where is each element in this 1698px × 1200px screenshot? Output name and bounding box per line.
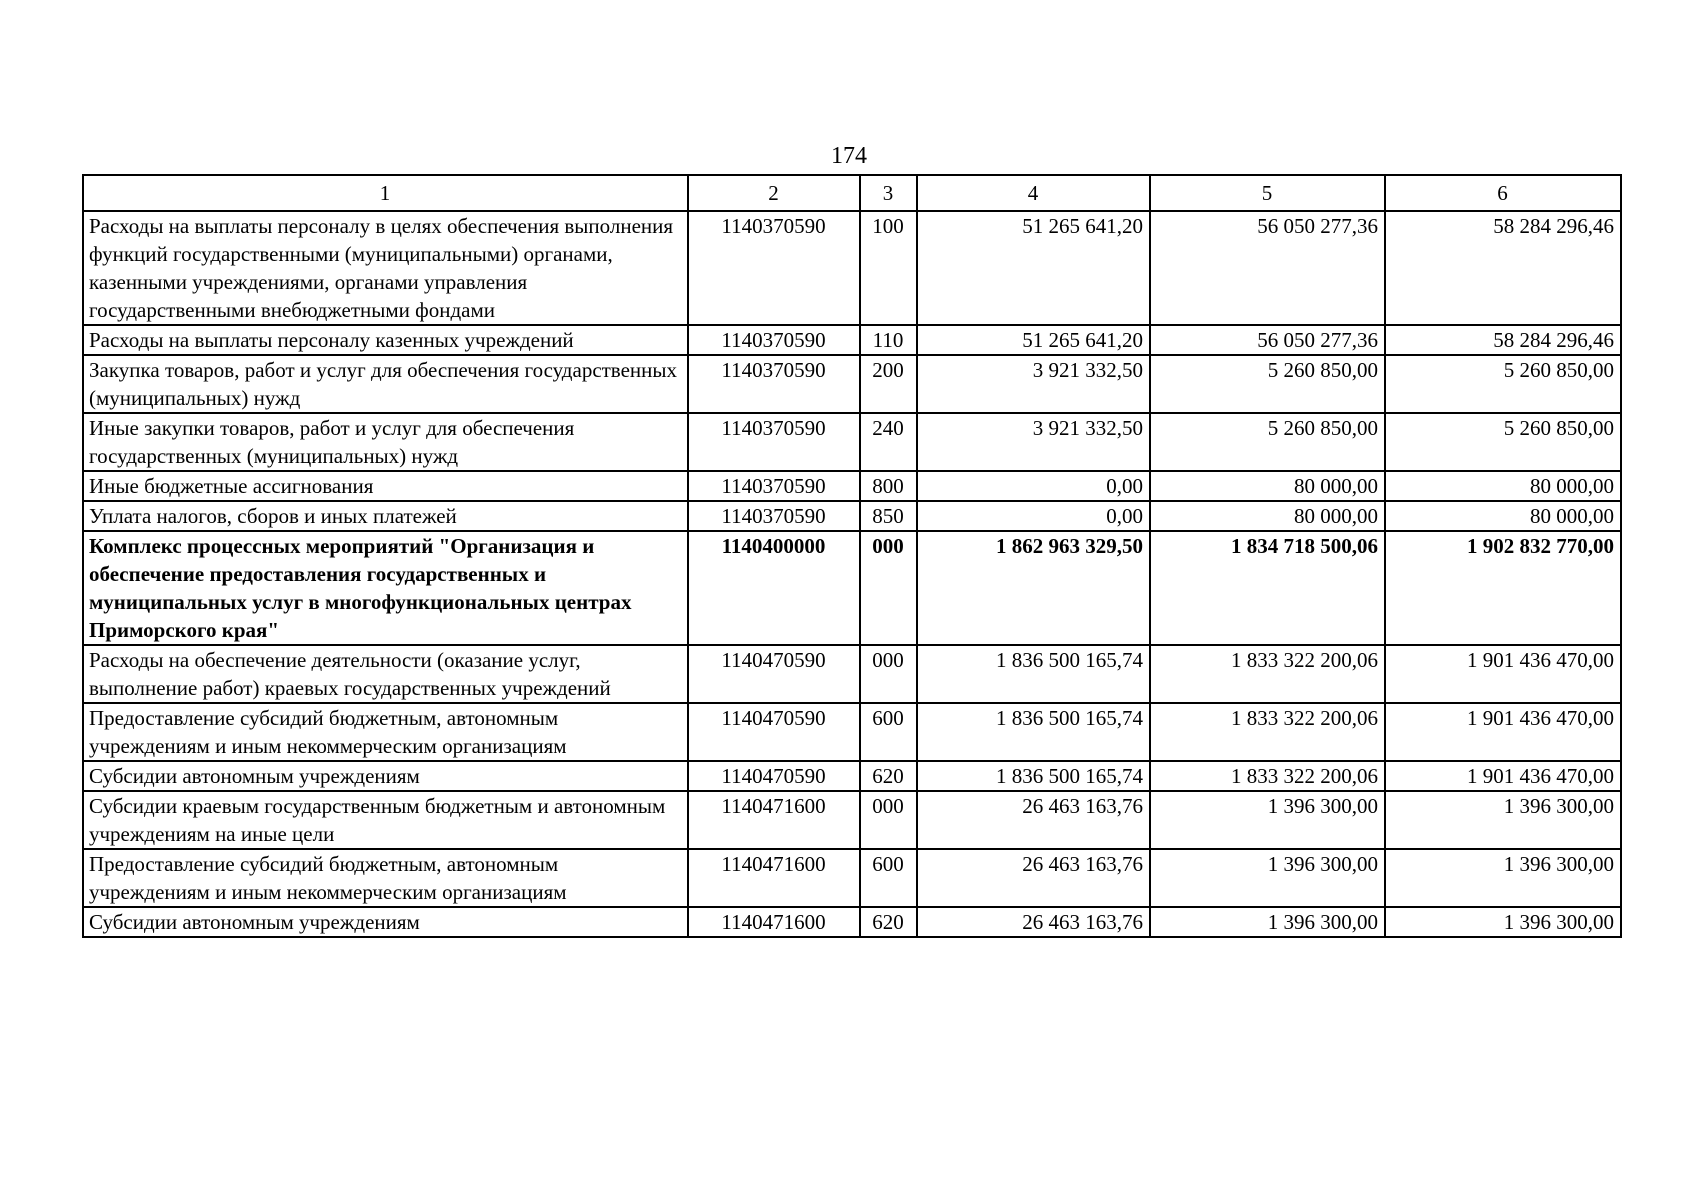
amount-col-5-cell: 1 396 300,00 xyxy=(1150,791,1385,849)
target-code-cell: 1140470590 xyxy=(688,703,860,761)
amount-col-4-cell: 51 265 641,20 xyxy=(917,211,1150,325)
amount-col-6-cell: 80 000,00 xyxy=(1385,471,1621,501)
expense-type-cell: 000 xyxy=(860,531,917,645)
expense-name-cell: Закупка товаров, работ и услуг для обеспечения государственных (муниципальных) нужд xyxy=(83,355,688,413)
table-row xyxy=(83,645,1621,703)
amount-col-5-cell: 56 050 277,36 xyxy=(1150,325,1385,355)
table-row xyxy=(83,471,1621,501)
amount-col-4-cell: 26 463 163,76 xyxy=(917,849,1150,907)
expense-type-cell: 240 xyxy=(860,413,917,471)
target-code-cell: 1140370590 xyxy=(688,355,860,413)
expense-name-cell: Расходы на обеспечение деятельности (оказание услуг, выполнение работ) краевых государственных учреждений xyxy=(83,645,688,703)
expense-name-cell: Расходы на выплаты персоналу в целях обеспечения выполнения функций государственными (муниципальными) органами, казенными учреждениями, органами управления государственными внебюджетными фондами xyxy=(83,211,688,325)
expense-type-cell: 800 xyxy=(860,471,917,501)
amount-col-6-cell: 5 260 850,00 xyxy=(1385,413,1621,471)
target-code-cell: 1140370590 xyxy=(688,413,860,471)
amount-col-5-cell: 56 050 277,36 xyxy=(1150,211,1385,325)
table-row xyxy=(83,761,1621,791)
amount-col-5-cell: 80 000,00 xyxy=(1150,501,1385,531)
amount-col-4-cell: 1 862 963 329,50 xyxy=(917,531,1150,645)
amount-col-6-cell: 80 000,00 xyxy=(1385,501,1621,531)
table-row xyxy=(83,531,1621,645)
amount-col-5-cell: 80 000,00 xyxy=(1150,471,1385,501)
amount-col-5-cell: 1 396 300,00 xyxy=(1150,849,1385,907)
amount-col-6-cell: 5 260 850,00 xyxy=(1385,355,1621,413)
amount-col-6-cell: 1 396 300,00 xyxy=(1385,907,1621,937)
budget-table xyxy=(82,174,1622,938)
expense-name-cell: Предоставление субсидий бюджетным, автономным учреждениям и иным некоммерческим организациям xyxy=(83,703,688,761)
target-code-cell: 1140471600 xyxy=(688,849,860,907)
table-row xyxy=(83,791,1621,849)
target-code-cell: 1140370590 xyxy=(688,325,860,355)
expense-name-cell: Субсидии краевым государственным бюджетным и автономным учреждениям на иные цели xyxy=(83,791,688,849)
expense-name-cell: Расходы на выплаты персоналу казенных учреждений xyxy=(83,325,688,355)
amount-col-4-cell: 0,00 xyxy=(917,471,1150,501)
amount-col-6-cell: 1 902 832 770,00 xyxy=(1385,531,1621,645)
expense-type-cell: 100 xyxy=(860,211,917,325)
amount-col-6-cell: 58 284 296,46 xyxy=(1385,325,1621,355)
amount-col-5-cell: 1 833 322 200,06 xyxy=(1150,645,1385,703)
table-row xyxy=(83,703,1621,761)
header-col-2: 2 xyxy=(688,175,860,211)
expense-type-cell: 620 xyxy=(860,907,917,937)
amount-col-5-cell: 5 260 850,00 xyxy=(1150,355,1385,413)
header-col-3: 3 xyxy=(860,175,917,211)
amount-col-4-cell: 1 836 500 165,74 xyxy=(917,703,1150,761)
amount-col-4-cell: 1 836 500 165,74 xyxy=(917,761,1150,791)
expense-name-cell: Иные бюджетные ассигнования xyxy=(83,471,688,501)
amount-col-4-cell: 3 921 332,50 xyxy=(917,413,1150,471)
amount-col-5-cell: 5 260 850,00 xyxy=(1150,413,1385,471)
header-row xyxy=(83,175,1621,211)
target-code-cell: 1140370590 xyxy=(688,501,860,531)
expense-type-cell: 620 xyxy=(860,761,917,791)
amount-col-6-cell: 1 396 300,00 xyxy=(1385,791,1621,849)
header-col-4: 4 xyxy=(917,175,1150,211)
table-row xyxy=(83,211,1621,325)
header-col-5: 5 xyxy=(1150,175,1385,211)
expense-type-cell: 200 xyxy=(860,355,917,413)
target-code-cell: 1140470590 xyxy=(688,645,860,703)
target-code-cell: 1140370590 xyxy=(688,211,860,325)
amount-col-5-cell: 1 833 322 200,06 xyxy=(1150,703,1385,761)
header-col-1: 1 xyxy=(83,175,688,211)
page-number: 174 xyxy=(831,143,867,169)
amount-col-6-cell: 1 396 300,00 xyxy=(1385,849,1621,907)
amount-col-4-cell: 26 463 163,76 xyxy=(917,907,1150,937)
expense-type-cell: 600 xyxy=(860,849,917,907)
expense-name-cell: Комплекс процессных мероприятий "Организация и обеспечение предоставления государственных и муниципальных услуг в многофункциональных центрах Приморского края" xyxy=(83,531,688,645)
expense-name-cell: Субсидии автономным учреждениям xyxy=(83,907,688,937)
expense-name-cell: Иные закупки товаров, работ и услуг для обеспечения государственных (муниципальных) нужд xyxy=(83,413,688,471)
amount-col-6-cell: 1 901 436 470,00 xyxy=(1385,703,1621,761)
expense-type-cell: 000 xyxy=(860,645,917,703)
target-code-cell: 1140470590 xyxy=(688,761,860,791)
table-row xyxy=(83,501,1621,531)
expense-type-cell: 000 xyxy=(860,791,917,849)
header-col-6: 6 xyxy=(1385,175,1621,211)
target-code-cell: 1140471600 xyxy=(688,907,860,937)
amount-col-5-cell: 1 396 300,00 xyxy=(1150,907,1385,937)
amount-col-4-cell: 51 265 641,20 xyxy=(917,325,1150,355)
amount-col-4-cell: 1 836 500 165,74 xyxy=(917,645,1150,703)
amount-col-4-cell: 26 463 163,76 xyxy=(917,791,1150,849)
amount-col-5-cell: 1 834 718 500,06 xyxy=(1150,531,1385,645)
expense-name-cell: Уплата налогов, сборов и иных платежей xyxy=(83,501,688,531)
amount-col-4-cell: 0,00 xyxy=(917,501,1150,531)
amount-col-5-cell: 1 833 322 200,06 xyxy=(1150,761,1385,791)
amount-col-6-cell: 58 284 296,46 xyxy=(1385,211,1621,325)
expense-name-cell: Предоставление субсидий бюджетным, автономным учреждениям и иным некоммерческим организациям xyxy=(83,849,688,907)
target-code-cell: 1140471600 xyxy=(688,791,860,849)
table-row xyxy=(83,355,1621,413)
target-code-cell: 1140370590 xyxy=(688,471,860,501)
amount-col-6-cell: 1 901 436 470,00 xyxy=(1385,761,1621,791)
expense-type-cell: 850 xyxy=(860,501,917,531)
amount-col-4-cell: 3 921 332,50 xyxy=(917,355,1150,413)
table-row xyxy=(83,413,1621,471)
amount-col-6-cell: 1 901 436 470,00 xyxy=(1385,645,1621,703)
target-code-cell: 1140400000 xyxy=(688,531,860,645)
expense-type-cell: 600 xyxy=(860,703,917,761)
table-row xyxy=(83,849,1621,907)
expense-name-cell: Субсидии автономным учреждениям xyxy=(83,761,688,791)
expense-type-cell: 110 xyxy=(860,325,917,355)
table-row xyxy=(83,907,1621,937)
table-row xyxy=(83,325,1621,355)
